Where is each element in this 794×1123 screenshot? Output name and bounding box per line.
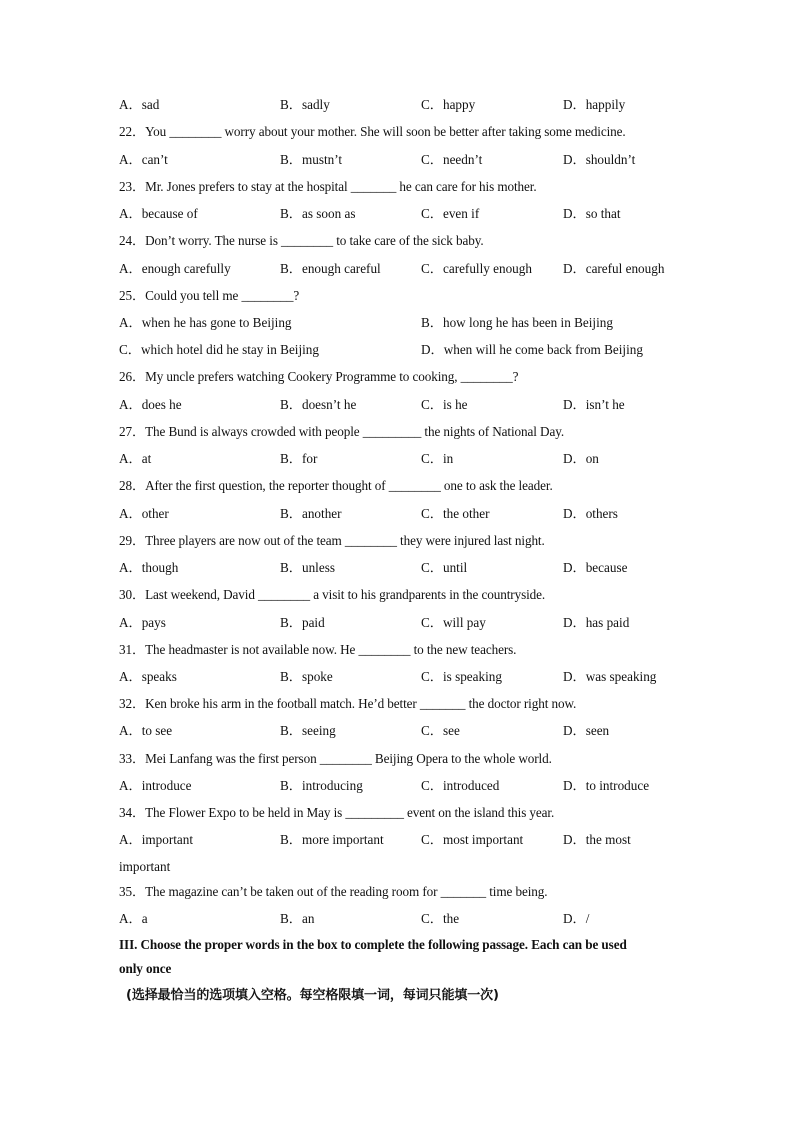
q31-option-b: B．spoke — [280, 669, 333, 684]
q21-option-a: A．sad — [119, 97, 160, 112]
question-33: 33．Mei Lanfang was the first person ________ Beijing Opera to the whole world. — [119, 751, 552, 766]
q35-option-b: B．an — [280, 911, 315, 926]
question-26: 26．My uncle prefers watching Cookery Programme to cooking, ________? — [119, 369, 519, 384]
q26-option-d: D．isn’t he — [563, 397, 625, 412]
q30-option-d: D．has paid — [563, 615, 630, 630]
q34-option-d-continued: important — [119, 859, 171, 874]
question-30: 30．Last weekend, David ________ a visit to his grandparents in the countryside. — [119, 587, 546, 602]
q26-option-a: A．does he — [119, 397, 182, 412]
q34-option-c: C．most important — [421, 832, 524, 847]
q32-option-a: A．to see — [119, 723, 173, 738]
q21-option-d: D．happily — [563, 97, 626, 112]
q24-option-b: B．enough careful — [280, 261, 381, 276]
q28-option-c: C．the other — [421, 506, 490, 521]
q30-option-a: A．pays — [119, 615, 166, 630]
question-22: 22．You ________ worry about your mother. She will soon be better after taking some medicine. — [119, 124, 626, 139]
question-24: 24．Don’t worry. The nurse is ________ to take care of the sick baby. — [119, 233, 484, 248]
q24-option-c: C．carefully enough — [421, 261, 532, 276]
q28-option-d: D．others — [563, 506, 618, 521]
q22-option-b: B．mustn’t — [280, 152, 343, 167]
q33-option-a: A．introduce — [119, 778, 192, 793]
question-35: 35．The magazine can’t be taken out of the reading room for _______ time being. — [119, 884, 548, 899]
q35-option-a: A．a — [119, 911, 148, 926]
section-3-heading-continued: only once — [119, 961, 172, 976]
q25-option-a: A．when he has gone to Beijing — [119, 315, 292, 330]
q32-option-d: D．seen — [563, 723, 610, 738]
q23-option-b: B．as soon as — [280, 206, 356, 221]
q23-option-d: D．so that — [563, 206, 621, 221]
q26-option-c: C．is he — [421, 397, 468, 412]
q34-option-b: B．more important — [280, 832, 384, 847]
q34-option-d: D．the most — [563, 832, 631, 847]
q35-option-d: D．/ — [563, 911, 590, 926]
question-32: 32．Ken broke his arm in the football match. He’d better _______ the doctor right now. — [119, 696, 577, 711]
q29-option-c: C．until — [421, 560, 468, 575]
q27-option-a: A．at — [119, 451, 152, 466]
q23-option-a: A．because of — [119, 206, 198, 221]
q31-option-c: C．is speaking — [421, 669, 502, 684]
q33-option-b: B．introducing — [280, 778, 363, 793]
q27-option-c: C．in — [421, 451, 454, 466]
question-25: 25．Could you tell me ________? — [119, 288, 300, 303]
q33-option-c: C．introduced — [421, 778, 500, 793]
q34-option-a: A．important — [119, 832, 193, 847]
q32-option-b: B．seeing — [280, 723, 336, 738]
q22-option-a: A．can’t — [119, 152, 168, 167]
question-27: 27．The Bund is always crowded with people _________ the nights of National Day. — [119, 424, 565, 439]
section-3-heading: III. Choose the proper words in the box to complete the following passage. Each can be used — [119, 937, 627, 952]
q30-option-b: B．paid — [280, 615, 325, 630]
q33-option-d: D．to introduce — [563, 778, 650, 793]
q27-option-b: B．for — [280, 451, 318, 466]
q30-option-c: C．will pay — [421, 615, 486, 630]
q31-option-d: D．was speaking — [563, 669, 657, 684]
q28-option-b: B．another — [280, 506, 342, 521]
q29-option-d: D．because — [563, 560, 628, 575]
q22-option-d: D．shouldn’t — [563, 152, 636, 167]
q23-option-c: C．even if — [421, 206, 480, 221]
q28-option-a: A．other — [119, 506, 169, 521]
question-31: 31．The headmaster is not available now. He ________ to the new teachers. — [119, 642, 517, 657]
section-3-instruction-chinese: (选择最恰当的选项填入空格。每空格限填一词，每词只能填一次) — [126, 988, 499, 1003]
q25-option-d: D．when will he come back from Beijing — [421, 342, 643, 357]
question-34: 34．The Flower Expo to be held in May is _________ event on the island this year. — [119, 805, 555, 820]
q35-option-c: C．the — [421, 911, 460, 926]
q25-option-c: C．which hotel did he stay in Beijing — [119, 342, 319, 357]
q25-option-b: B．how long he has been in Beijing — [421, 315, 613, 330]
q31-option-a: A．speaks — [119, 669, 177, 684]
question-29: 29．Three players are now out of the team ________ they were injured last night. — [119, 533, 545, 548]
q24-option-d: D．careful enough — [563, 261, 665, 276]
question-23: 23．Mr. Jones prefers to stay at the hospital _______ he can care for his mother. — [119, 179, 537, 194]
q24-option-a: A．enough carefully — [119, 261, 231, 276]
q21-option-b: B．sadly — [280, 97, 330, 112]
q26-option-b: B．doesn’t he — [280, 397, 357, 412]
q27-option-d: D．on — [563, 451, 599, 466]
q21-option-c: C．happy — [421, 97, 476, 112]
question-28: 28．After the first question, the reporter thought of ________ one to ask the leader. — [119, 478, 553, 493]
q22-option-c: C．needn’t — [421, 152, 483, 167]
q29-option-a: A．though — [119, 560, 179, 575]
q32-option-c: C．see — [421, 723, 460, 738]
q29-option-b: B．unless — [280, 560, 335, 575]
